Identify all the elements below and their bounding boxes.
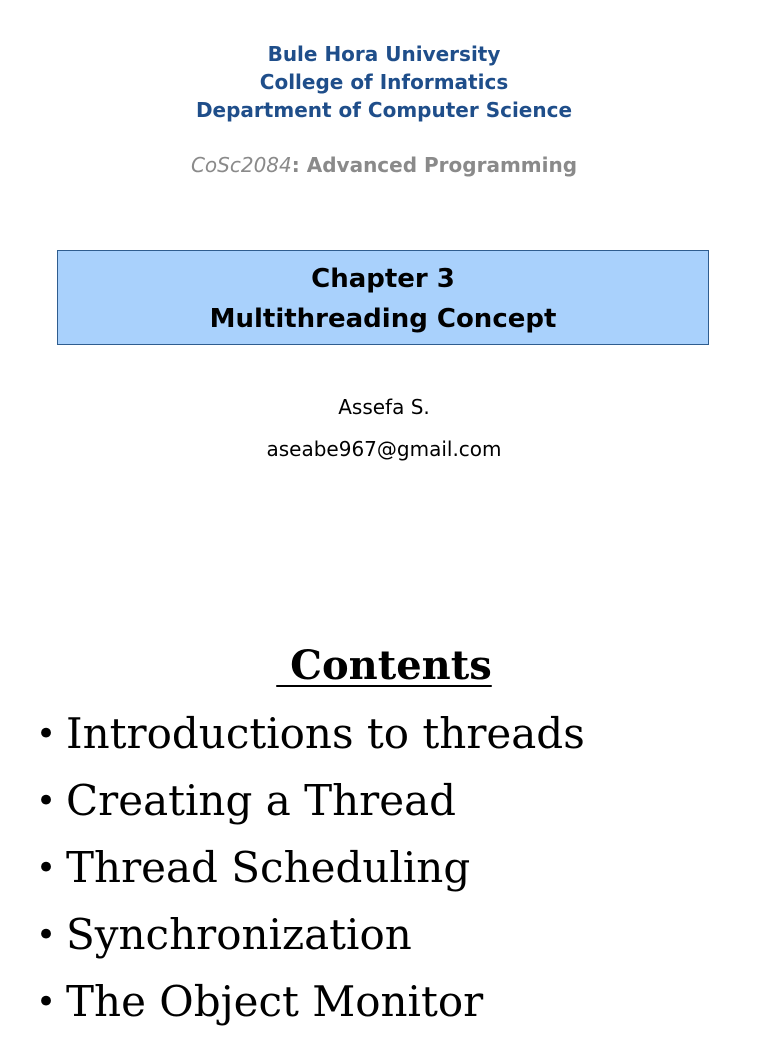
bullet-icon: • (36, 915, 57, 955)
list-item (36, 840, 585, 907)
course-title (0, 151, 768, 179)
list-item-text: Thread Scheduling (66, 843, 471, 892)
bullet-icon: • (36, 982, 57, 1022)
university-name: Bule Hora University (267, 42, 501, 66)
chapter-title: Multithreading Concept (209, 304, 557, 334)
course-separator: : (291, 153, 307, 177)
author-name: Assefa S. (338, 395, 430, 419)
institution-header (0, 40, 768, 124)
contents-heading (0, 640, 768, 692)
department-name: Department of Computer Science (195, 98, 573, 122)
list-item (36, 907, 585, 974)
author-email: aseabe967@gmail.com (266, 437, 502, 461)
list-item (36, 773, 585, 840)
list-item-text: The Object Monitor (66, 977, 484, 1026)
contents-list (36, 706, 585, 1041)
college-name: College of Informatics (259, 70, 509, 94)
list-item-text: Synchronization (66, 910, 412, 959)
bullet-icon: • (36, 714, 57, 754)
bullet-icon: • (36, 848, 57, 888)
bullet-icon: • (36, 781, 57, 821)
list-item-text: Creating a Thread (66, 776, 457, 825)
course-code: CoSc2084 (190, 153, 292, 177)
course-name: Advanced Programming (306, 153, 578, 177)
chapter-title-box (57, 250, 709, 345)
contents-heading-text: Contents (276, 642, 492, 689)
chapter-number: Chapter 3 (311, 264, 455, 294)
list-item (36, 706, 585, 773)
list-item (36, 974, 585, 1041)
list-item-text: Introductions to threads (66, 709, 585, 758)
